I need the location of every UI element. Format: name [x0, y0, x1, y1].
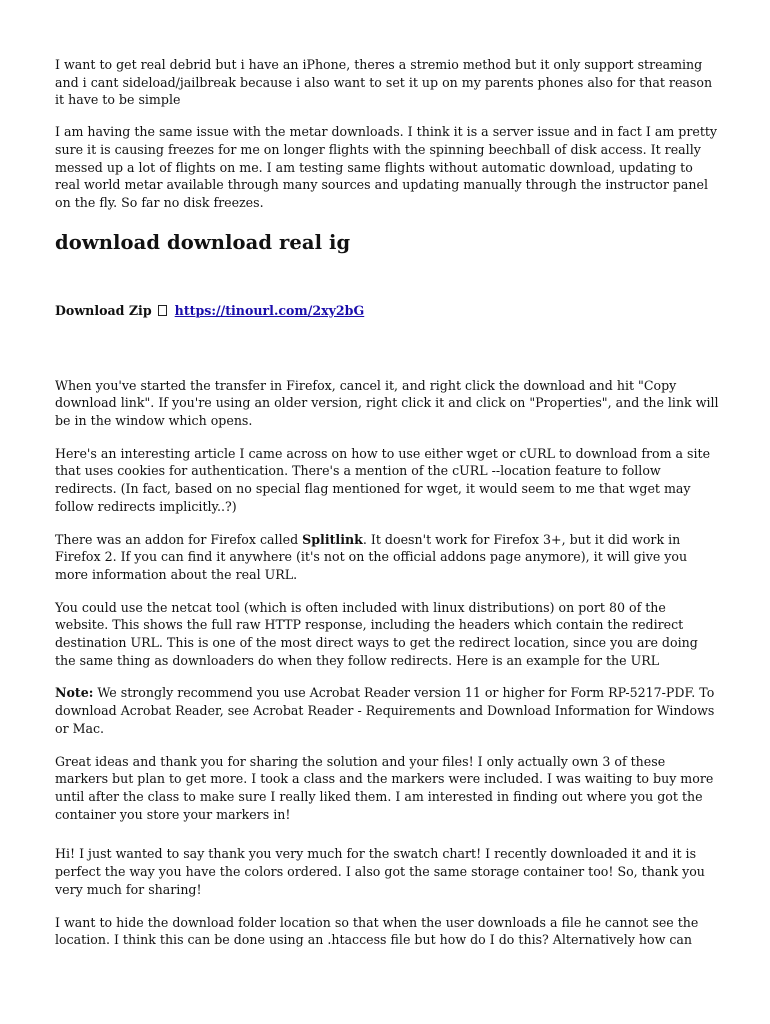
body-paragraph-7: Hi! I just wanted to say thank you very much for the swatch chart! I recently downloaded it and it is perfect the way you have the colors ordered. I also got the same storage container too! So, thank you very much for sharing! — [55, 846, 705, 897]
body-paragraph-1: When you've started the transfer in Firefox, cancel it, and right click the download and hit "Copy download link". If you're using an older version, right click it and click on "Properties", and the link will be in the window which opens. — [55, 377, 719, 429]
page-heading: download download real ig — [55, 230, 351, 254]
body-paragraph-6: Great ideas and thank you for sharing the solution and your files! I only actually own 3 of these markers but plan to get more. I took a class and the markers were included. I was waiting to buy more until after the class to make sure I really liked them. I am interested in finding out where you got the container you store your markers in! — [55, 753, 714, 822]
body-paragraph-5 — [55, 684, 720, 737]
download-link[interactable]: https://tinourl.com/2xy2bG — [174, 302, 365, 318]
intro-paragraph-1: I want to get real debrid but i have an iPhone, theres a stremio method but it only support streaming and i cant sideload/jailbreak because i also want to set it up on my parents phones also for that reason it have to be simple — [55, 57, 713, 108]
article-body — [55, 377, 720, 949]
body-paragraph-3-start: There was an addon for Firefox called — [55, 531, 303, 547]
note-text: We strongly recommend you use Acrobat Reader version 11 or higher for Form RP-5217-PDF. To download Acrobat Reader, see Acrobat Reader - Requirements and Download Information for Windows or Mac. — [55, 685, 715, 736]
intro-paragraph-2: I am having the same issue with the metar downloads. I think it is a server issue and in fact I am pretty sure it is causing freezes for me on longer flights with the spinning beechball of disk access. It really messed up a lot of flights on me. I am testing same flights without automatic download, updating to real world metar available through many sources and updating manually through the instructor panel on the fly. So far no disk freezes. — [55, 124, 718, 210]
note-label: Note: — [55, 685, 94, 701]
body-paragraph-4: You could use the netcat tool (which is often included with linux distributions) on port 80 of the website. This shows the full raw HTTP response, including the headers which contain the redirect destination URL. This is one of the most direct ways to get the redirect location, since you are doing the same thing as downloaders do when they follow redirects. Here is an example for the URL — [55, 599, 698, 668]
download-label: Download Zip — [55, 302, 152, 318]
body-paragraph-2: Here's an interesting article I came across on how to use either wget or cURL to download from a site that uses cookies for authentication. There's a mention of the cURL --location feature to follow redirects. (In fact, based on no special flag mentioned for wget, it would seem to me that wget may follow redirects implicitly..?) — [55, 445, 711, 514]
body-paragraph-3 — [55, 531, 720, 584]
body-paragraph-8: I want to hide the download folder location so that when the user downloads a file he cannot see the location. I think this can be done using an .htaccess file but how do I do this? Alternatively how can — [55, 914, 699, 948]
download-line — [55, 302, 720, 319]
splitlink-bold: Splitlink — [302, 531, 363, 547]
missing-glyph-icon — [158, 305, 167, 316]
body-paragraph-3-end: . It doesn't work for Firefox 3+, but it did work in Firefox 2. If you can find it anywhere (it's not on the official addons page anymore), it will give you more information about the real URL. — [55, 531, 688, 582]
document-page — [55, 56, 720, 964]
